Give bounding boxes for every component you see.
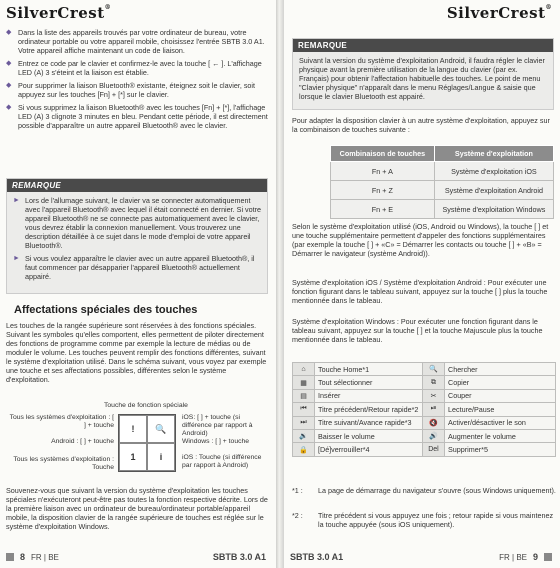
- figure-label-ios-key: iOS : Touche (si différence par rapport à Android): [182, 454, 262, 469]
- table-row: [331, 200, 554, 219]
- table-row: 🔉 Baisser le volume 🔊 Augmenter le volume: [293, 429, 556, 442]
- play-pause-icon: ⏯: [423, 403, 445, 416]
- table-row: [331, 162, 554, 181]
- footer-language: FR | BE: [31, 552, 59, 562]
- paste-icon: ▤: [293, 389, 315, 402]
- table-row: ⏭ Titre suivant/Avance rapide*3 🔇 Activer/désactiver le son: [293, 416, 556, 429]
- copy-icon: ⧉: [423, 376, 445, 389]
- footer-left: [6, 552, 59, 562]
- os-name: Système d'exploitation iOS: [434, 162, 553, 181]
- brand-logo: SilverCrest®: [6, 4, 112, 22]
- select-all-icon: ▦: [293, 376, 315, 389]
- note-text: Suivant la version du système d'exploitation Android, il faudra régler le clavier physique avant la première utilisation de la langue du clavier (par ex. Français) pour obtenir l'affectation habituelle des touches. Le point de menu "Clavier physique" n'apparaît dans le menu Réglages/Langue & saisie que lorsque le clavier Bluetooth est appairé.: [299, 56, 545, 101]
- list-item: ◆ Pour supprimer la liaison Bluetooth® existante, éteignez soit le clavier, soit appuyez sur les touches [Fn] + [*] sur le clavier.: [6, 81, 256, 99]
- key-combo: Fn + Z: [331, 181, 435, 200]
- search-icon: 🔍: [423, 363, 445, 376]
- diamond-bullet-icon: ◆: [6, 29, 12, 36]
- lock-icon: 🔒: [293, 443, 315, 456]
- note-item: ► Lors de l'allumage suivant, le clavier va se connecter automatiquement avec l'appareil Bluetooth® avec lequel il était connecté en dernier. Si votre appareil Bluetooth® ne se connecte pas automatiquement avec le clavier, vous devrez établir la connexion manuellement. Vous trouverez une description détaillée à ce sujet dans le mode d'emploi de votre appareil Bluetooth®.: [13, 196, 262, 250]
- previous-track-icon: ⏮: [293, 403, 315, 416]
- figure-label-ios: iOS: [ ] + touche (si différence par rapport à Android): [182, 414, 253, 437]
- list-item: ◆ Entrez ce code par le clavier et confirmez-le avec la touche [ ← ]. L'affichage LED (A) 3 s'éteint et la liaison est établie.: [6, 59, 262, 77]
- intro-text: Pour adapter la disposition clavier à un autre système d'exploitation, appuyez sur la combinaison de touches suivante :: [292, 116, 550, 134]
- figure-label-android: Android : [ ] + touche: [51, 438, 114, 445]
- search-icon: 🔍: [147, 415, 175, 443]
- volume-down-icon: 🔉: [293, 429, 315, 442]
- arrow-bullet-icon: ►: [13, 255, 20, 262]
- page-number: 8: [20, 552, 26, 562]
- arrow-bullet-icon: ►: [13, 197, 20, 204]
- footer-model: SBTB 3.0 A1: [212, 552, 266, 562]
- right-page: [284, 0, 560, 568]
- os-name: Système d'exploitation Android: [434, 181, 553, 200]
- key-combo: Fn + E: [331, 200, 435, 219]
- section-title: Affectations spéciales des touches: [14, 304, 198, 316]
- table-row: ▦ Tout sélectionner ⧉ Copier: [293, 376, 556, 389]
- footnote: *2 : Titre précédent si vous appuyez une fois ; retour rapide si vous maintenez la touche appuyée (sous iOS uniquement).: [292, 511, 554, 529]
- footer-right: [499, 552, 552, 562]
- footer-language: FR | BE: [499, 552, 527, 562]
- footnote: *1 : La page de démarrage du navigateur s'ouvre (sous Windows uniquement).: [292, 486, 556, 495]
- note-item: ► Si vous voulez apparaître le clavier avec un autre appareil Bluetooth®, il faut commencer par désapparier l'appareil Bluetooth® actuellement appairé.: [13, 254, 255, 281]
- paragraph-windows: Système d'exploitation Windows : Pour exécuter une fonction figurant dans le tableau suivant, appuyez sur la touche [ ] et la touche Majuscule plus la touche mentionnée dans le tableau.: [292, 317, 543, 344]
- page-marker-icon: [6, 553, 14, 561]
- brand-logo: SilverCrest®: [446, 4, 552, 22]
- list-item: ◆ Dans la liste des appareils trouvés par votre ordinateur de bureau, votre ordinateur portable ou votre appareil mobile, choisissez l'entrée SBTB 3.0 A1. Votre appareil affiche maintenant un code de liaison.: [6, 28, 265, 55]
- os-name: Système d'exploitation Windows: [434, 200, 553, 219]
- footer-model: SBTB 3.0 A1: [290, 552, 344, 562]
- volume-up-icon: 🔊: [423, 429, 445, 442]
- book-gutter: [276, 0, 284, 568]
- instruction-list: [6, 28, 268, 134]
- key-quadrant: 1: [119, 443, 147, 471]
- table-row: [331, 181, 554, 200]
- table-row: ⏮ Titre précédent/Retour rapide*2 ⏯ Lecture/Pause: [293, 403, 556, 416]
- page-number: 9: [532, 552, 538, 562]
- note-title: REMARQUE: [7, 179, 267, 192]
- diamond-bullet-icon: ◆: [6, 60, 12, 67]
- figure-label-windows: Windows : [ ] + touche: [182, 438, 250, 445]
- table-header: Combinaison de touches: [331, 146, 435, 162]
- figure-title: Touche de fonction spéciale: [104, 402, 188, 409]
- home-icon: ⌂: [293, 363, 315, 376]
- key-illustration: [118, 414, 176, 472]
- delete-key-icon: Del: [423, 443, 445, 456]
- section-text: Les touches de la rangée supérieure sont réservées à des fonctions spéciales. Suivant les symboles qu'elles comportent, elles permettent de piloter directement des fonctions de programme comme par exemple la lecture de médias ou de moduler le volume. Les touches peuvent remplir des fonctions différentes, suivant le système d'exploitation utilisé. Dans le schéma suivant, vous voyez par exemple une touche et ses affectations possibles, différentes selon le système d'exploitation.: [6, 321, 267, 384]
- figure-label-all-os-fn: Tous les systèmes d'exploitation : [ ] + touche: [9, 414, 114, 429]
- table-row: ▤ Insérer ✂ Couper: [293, 389, 556, 402]
- table-row: 🔒 [Dé]verrouiller*4 Del Supprimer*5: [293, 443, 556, 456]
- note-box: [292, 38, 554, 110]
- key-combo: Fn + A: [331, 162, 435, 181]
- table-row: ⌂ Touche Home*1 🔍 Chercher: [293, 363, 556, 376]
- note-box: [6, 178, 268, 294]
- key-function-table: [292, 362, 556, 457]
- paragraph-ios-android: Système d'exploitation iOS / Système d'exploitation Android : Pour exécuter une fonction figurant dans le tableau suivant, appuyez sur la touche [ ] plus la touche mentionnée dans le tableau.: [292, 278, 548, 305]
- combination-table: [330, 145, 554, 219]
- mute-icon: 🔇: [423, 416, 445, 429]
- paragraph-functions: Selon le système d'exploitation utilisé (iOS, Android ou Windows), la touche [ ] et une touche supplémentaire permettent d'appeler des fonctions supplémentaires (par exemple la touche [ ] + «C» = Démarrer les contacts ou touche [ ] + «B» = Démarrer le navigateur (système Android)).: [292, 222, 549, 258]
- cut-icon: ✂: [423, 389, 445, 402]
- page-marker-icon: [544, 553, 552, 561]
- table-header: Système d'exploitation: [434, 146, 553, 162]
- closing-text: Souvenez-vous que suivant la version du système d'exploitation les touches spéciales n'exécuteront peut-être pas toutes la fonction respective décrite. Lors de la première liaison avec un ordinateur de bureau/ordinateur portable/appareil mobile, la disposition clavier de la rangée supérieure de touches est réglée sur le système d'exploitation Windows.: [6, 486, 268, 531]
- list-item: ◆ Si vous supprimez la liaison Bluetooth® avec les touches [Fn] + [*], l'affichage LED (A) 3 clignote 3 minutes en bleu. Pendant cette période, il est directement possible d'apparaître un autre appareil Bluetooth® avec le clavier.: [6, 103, 268, 130]
- next-track-icon: ⏭: [293, 416, 315, 429]
- diamond-bullet-icon: ◆: [6, 82, 12, 89]
- key-figure: [6, 402, 268, 480]
- figure-label-all-os-key: Tous les systèmes d'exploitation : Touche: [13, 456, 114, 471]
- left-page: [0, 0, 276, 568]
- key-quadrant: i: [147, 443, 175, 471]
- key-quadrant: !: [119, 415, 147, 443]
- note-title: REMARQUE: [293, 39, 553, 52]
- diamond-bullet-icon: ◆: [6, 104, 12, 111]
